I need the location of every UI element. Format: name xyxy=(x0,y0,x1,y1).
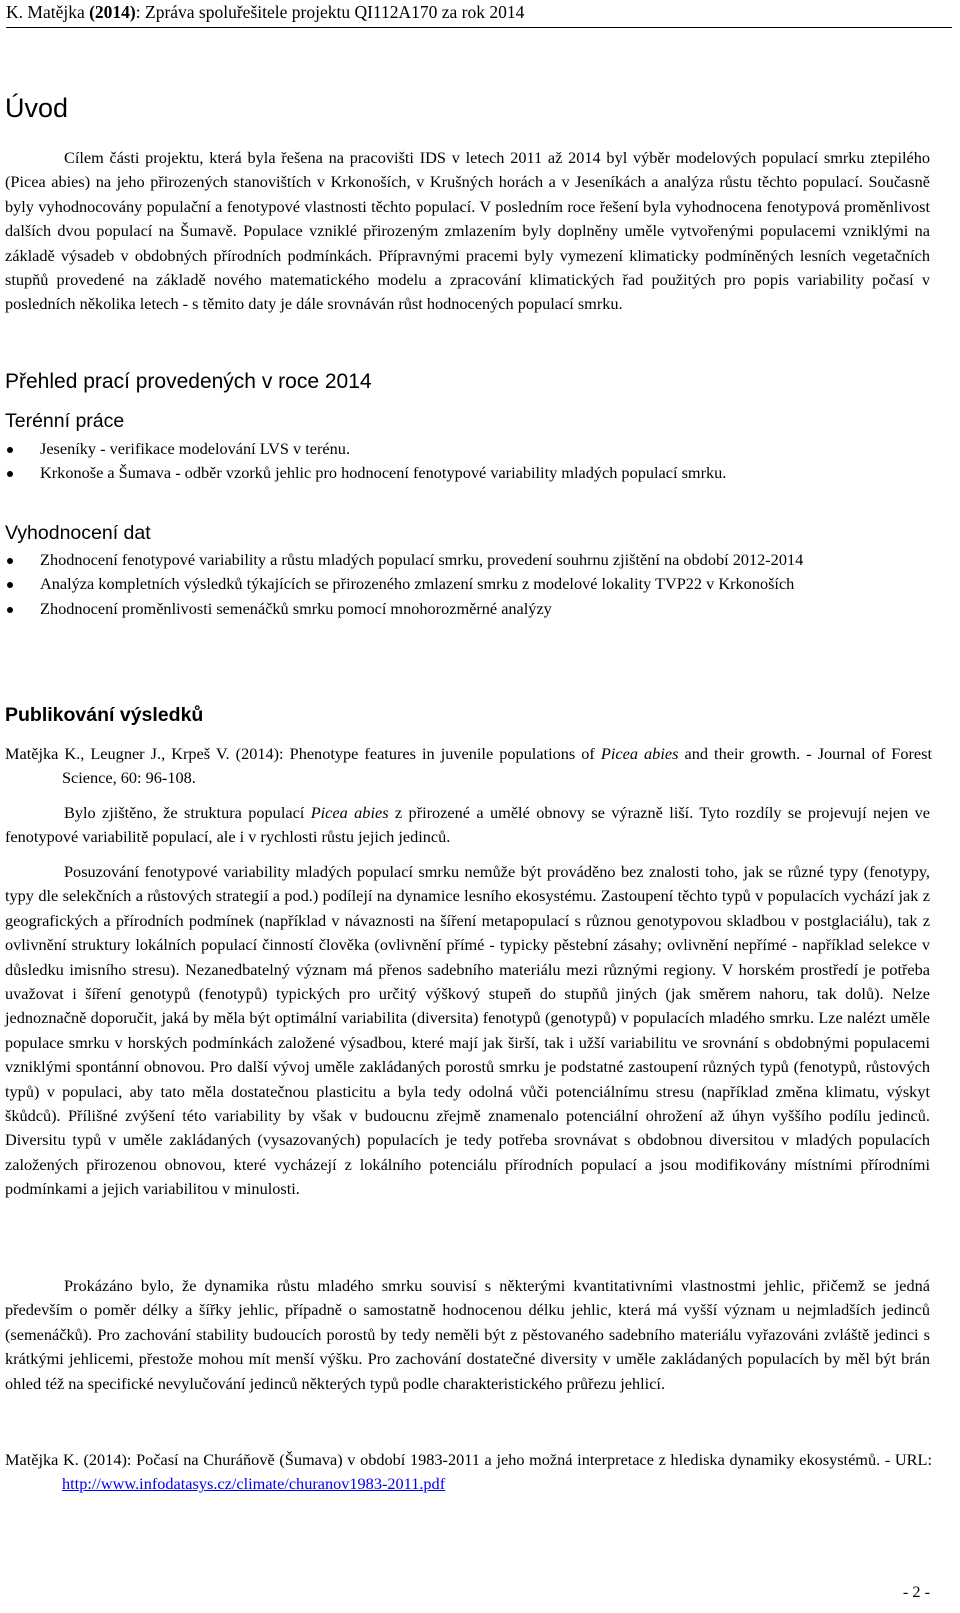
intro-paragraph: Cílem části projektu, která byla řešena na pracovišti IDS v letech 2011 až 2014 byl výběr modelových populací smrku ztepilého (Picea abies) na jeho přirozených stanovištích v Krkonoších, v Krušných horách a v Jeseníkách a analýza růstu těchto populací. Současně byly vyhodnocovány populační a fenotypové vlastnosti těchto populací. V posledním roce řešení byla vyhodnocena fenotypová proměnlivost dalších dvou populací na Šumavě. Populace vzniklé přirozeným zmlazením byly doplněny uměle vytvořenými populacemi vzniklými na základě výsadeb v obdobných přírodních podmínkách. Přípravnými pracemi byly vymezení klimaticky podmíněných lesních vegetačních stupňů provedené na základě nového matematického modelu a zpracování klimatických řad použitých pro popis variability počasí v posledních několika letech - s těmito daty je dále srovnáván růst hodnocených populací smrku. xyxy=(5,148,930,314)
bullet-icon xyxy=(7,582,13,588)
list-item: Zhodnocení fenotypové variability a růstu mladých populací smrku, provedení souhrnu zjištění na období 2012-2014 xyxy=(5,548,930,572)
publication-paragraph-3: Prokázáno bylo, že dynamika růstu mladého smrku souvisí s některými kvantitativními vlastnostmi jehlic, přičemž se jedná především o poměr délky a šířky jehlic, případně o samostatně hodnocenou délku jehlic, která má vyšší význam u nejmladších jedinců (semenáčků). Pro zachování stability budoucích porostů by tedy neměli být z pěstovaného sadebního materiálu vyřazováni zvláště jedinci s krátkými jehlicemi, přestože mohou mít menší výšku. Pro zachování dostatečné diversity v uměle zakládaných populacích by měl být brán ohled též na specifické nevylučování jedinců některých typů podle charakteristického průřezu jehlicí. xyxy=(5,1276,930,1393)
intro-heading: Úvod xyxy=(5,93,69,123)
bullet-icon xyxy=(7,471,13,477)
publications-heading: Publikování výsledků xyxy=(5,704,204,726)
list-item: Jeseníky - verifikace modelování LVS v terénu. xyxy=(5,437,930,461)
header-title: : Zpráva spoluřešitele projektu QI112A170 za rok 2014 xyxy=(135,2,525,22)
bullet-icon xyxy=(7,558,13,564)
list-item: Zhodnocení proměnlivosti semenáčků smrku pomocí mnohorozměrné analýzy xyxy=(5,597,930,621)
list-item: Analýza kompletních výsledků týkajících se přirozeného zmlazení smrku z modelové lokality TVP22 v Krkonoších xyxy=(5,572,930,596)
publication-paragraph-2: Posuzování fenotypové variability mladých populací smrku nemůže být prováděno bez znalosti toho, jak se různé typy (fenotypy, typy dle selekčních a růstových strategií a pod.) podílejí na dynamice lesního ekosystému. Zastoupení těchto typů v populacích vychází jak z geografických a přírodních podmínek (například v návaznosti na šíření metapopulací s různou genotypovou skladbou v postglaciálu), tak z ovlivnění struktury lokálních populací činností člověka (ovlivnění přímé - typicky pěstební zásahy; ovlivnění nepřímé - například selekce v důsledku imisního stresu). Nezanedbatelný význam má přenos sadebního materiálu mezi různými regiony. V horském prostředí je potřeba uvažovat i šíření genotypů (fenotypů) typických pro určitý výškový stupeň do stupňů jiných (jak směrem nahoru, tak dolů). Nelze jednoznačně doporučit, jaká by měla být optimální variabilita (diversita) fenotypů (genotypů) v populacích mladého smrku. Lze nalézt uměle populace smrku v horských podmínkách založené výsadbou, které mají jak širší, tak i užší variabilitu ve srovnání s obdobnými populacemi vzniklými spontánní obnovou. Pro další vývoj uměle zakládaných porostů smrku je podstatné zastoupení různých typů (fenotypů, růstových typů) v populaci, aby tato měla dostatečnou plasticitu a byla tedy odolná vůči potenciálnímu stresu (například změna klimatu, výskyt škůdců). Přílišné zvýšení této variability by však v budoucnu zřejmě znamenalo potenciální ohrožení až úhyn vyššího podílu jedinců. Diversitu typů v uměle zakládaných (vysazovaných) populacích je tedy potřeba srovnávat s obdobnou diversitou v mladých populacích založených přirozenou obnovou, které vycházejí z lokálního potenciálu přírodních populací a jsou modifikovány místními přírodními podmínkami a jejich variabilitou v minulosti. xyxy=(5,862,930,1199)
bullet-icon xyxy=(7,607,13,613)
reference-url-link[interactable]: http://www.infodatasys.cz/climate/churanov1983-2011.pdf xyxy=(62,1474,446,1494)
data-evaluation-heading: Vyhodnocení dat xyxy=(5,522,151,544)
data-evaluation-list xyxy=(5,548,930,621)
bullet-icon xyxy=(7,447,13,453)
reference-1: Matějka K., Leugner J., Krpeš V. (2014): Phenotype features in juvenile populations of Picea abies and their growth. - Journal of Forest Science, 60: 96-108. xyxy=(5,744,933,788)
page-number: - 2 - xyxy=(902,1582,930,1601)
publication-paragraph-1: Bylo zjištěno, že struktura populací Picea abies z přirozené a umělé obnovy se výrazně liší. Tyto rozdíly se projevují nejen ve fenotypové variabilitě populací, ale i v rychlosti růstu jejich jedinců. xyxy=(5,803,931,847)
header-year: (2014) xyxy=(89,2,136,22)
reference-2: Matějka K. (2014): Počasí na Churáňově (Šumava) v období 1983-2011 a jeho možná interpretace z hlediska dynamiky ekosystémů. - URL: http://www.infodatasys.cz/climate/churanov1983-2011.pdf xyxy=(5,1450,932,1494)
overview-heading: Přehled prací provedených v roce 2014 xyxy=(5,370,372,393)
running-header xyxy=(6,2,952,28)
field-work-list xyxy=(5,437,930,486)
field-work-heading: Terénní práce xyxy=(5,410,125,432)
header-author: K. Matějka xyxy=(6,2,85,22)
list-item: Krkonoše a Šumava - odběr vzorků jehlic pro hodnocení fenotypové variability mladých populací smrku. xyxy=(5,461,930,485)
